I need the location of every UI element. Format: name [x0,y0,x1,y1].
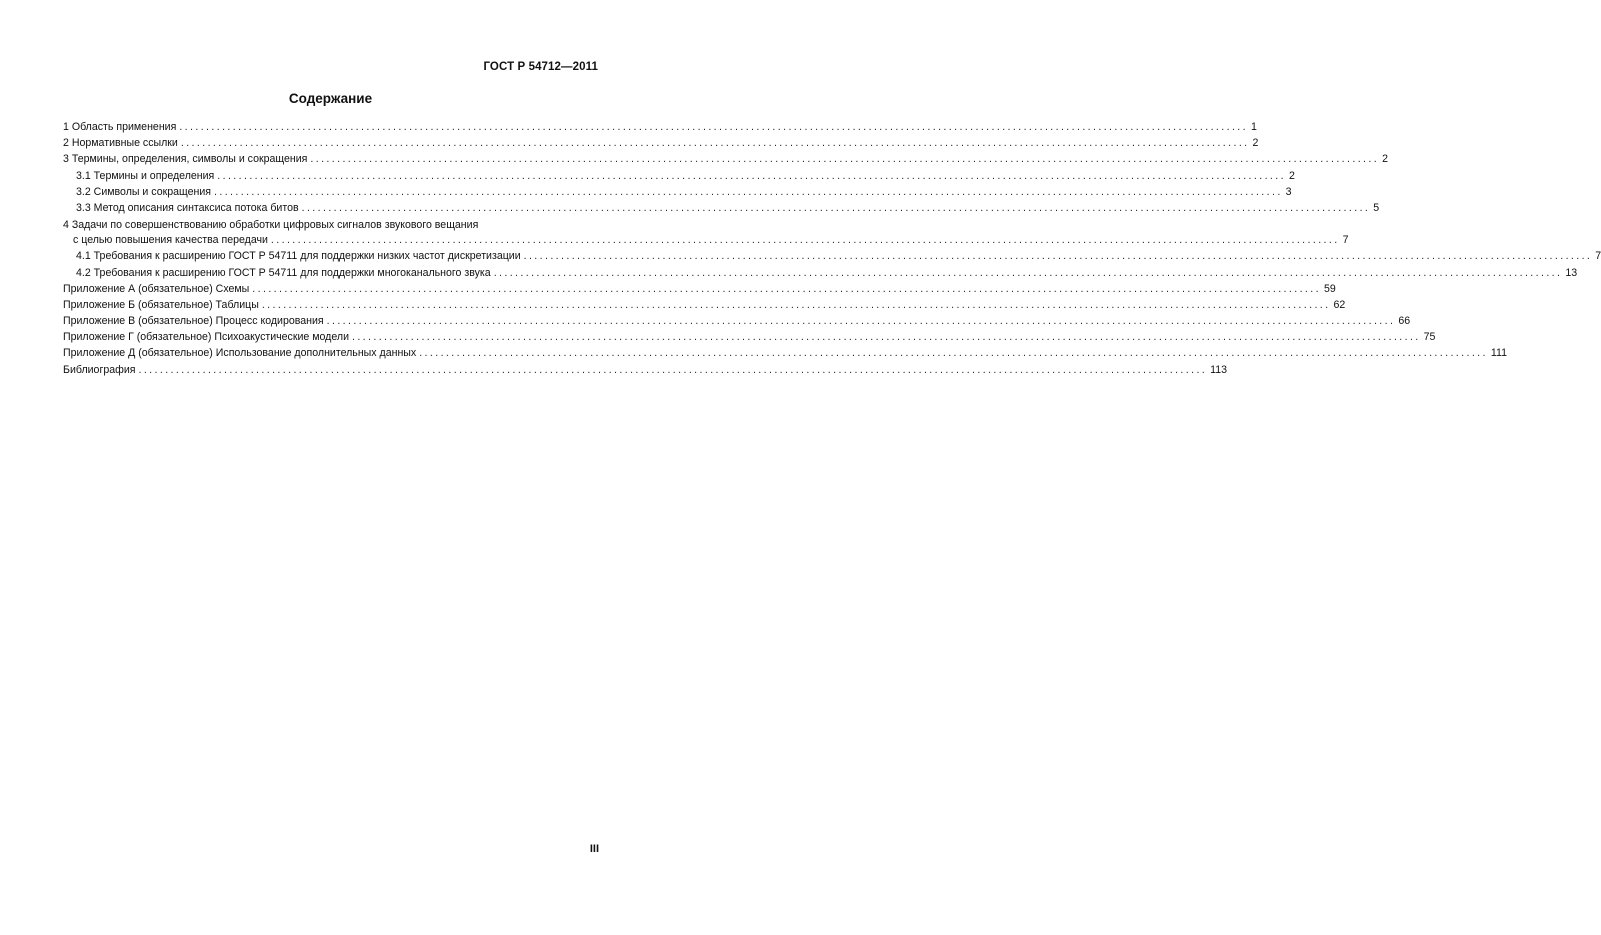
toc-entry-page: 59 [1323,282,1336,295]
toc-entry-text: Приложение Д (обязательное) Использование дополнительных данных [63,347,417,360]
toc-entry-text: 4.1 Требования к расширению ГОСТ Р 54711 для поддержки низких частот дискретизации [76,250,521,263]
toc-entry-2[interactable] [63,135,1259,151]
toc-entry-page: 62 [1333,298,1346,311]
toc-entry-4-2[interactable] [63,265,1578,281]
toc-entry-text: 4 Задачи по совершенствованию обработки цифровых сигналов звукового вещания [63,219,479,232]
toc-entry-page: 2 [1252,137,1259,150]
toc-entry-text: Библиография [63,363,136,376]
toc-entry-text: 1 Область применения [63,121,177,133]
toc-entry-3[interactable] [63,151,1388,167]
dot-leader: ........................................................................................................................................................................................................ [419,347,1488,360]
toc-entry-text: Приложение Б (обязательное) Таблицы [63,298,259,311]
document-code: ГОСТ Р 54712—2011 [483,61,598,73]
toc-title: Содержание [288,91,373,106]
toc-entry-text: 3.3 Метод описания синтаксиса потока битов [76,201,299,214]
dot-leader: ........................................................................................................................................................................................................ [252,282,1321,295]
toc-entry-3-2[interactable] [63,184,1292,200]
dot-leader: ........................................................................................................................................................................................................ [261,298,1331,311]
toc-entry-text: Приложение Г (обязательное) Психоакустические модели [63,331,349,344]
toc-entry-4[interactable] [63,216,1349,248]
toc-entry-page: 7 [1595,250,1601,263]
toc-entry-3-1[interactable] [63,168,1295,184]
toc-entry-text: 3 Термины, определения, символы и сокращения [63,153,308,166]
dot-leader: ........................................................................................................................................................................................................ [352,331,1421,344]
toc-entry-1[interactable] [63,119,1257,135]
toc-entry-text-continued: с целью повышения качества передачи [73,234,268,247]
toc-entry-text: 4.2 Требования к расширению ГОСТ Р 54711 для поддержки многоканального звука [76,266,491,279]
dot-leader: ........................................................................................................................................................................................................ [310,153,1380,166]
toc-entry-bibliography[interactable] [63,362,1228,378]
toc-entry-page: 5 [1373,201,1380,214]
dot-leader: ........................................................................................................................................................................................................ [301,201,1371,214]
toc-entry-page: 2 [1288,169,1295,182]
toc-entry-page: 75 [1423,331,1436,344]
dot-leader: ........................................................................................................................................................................................................ [180,137,1250,150]
toc-entry-page: 13 [1565,266,1578,279]
toc-entry-appendix-b[interactable] [63,297,1346,313]
toc-entry-text: Приложение В (обязательное) Процесс кодирования [63,315,324,328]
dot-leader: ........................................................................................................................................................................................................ [214,185,1283,198]
dot-leader: ........................................................................................................................................................................................................ [270,234,1340,247]
toc-entry-page: 111 [1490,347,1507,360]
table-of-contents [63,119,1601,378]
toc-entry-text: 3.2 Символы и сокращения [76,185,212,198]
toc-entry-appendix-g[interactable] [63,329,1436,345]
toc-entry-page: 2 [1382,153,1388,166]
toc-entry-appendix-a[interactable] [63,281,1336,297]
toc-entry-page: 3 [1285,185,1292,198]
toc-entry-page: 1 [1250,121,1257,133]
toc-entry-page: 7 [1342,234,1349,247]
dot-leader: ........................................................................................................................................................................................................ [217,169,1286,182]
toc-entry-text: Приложение А (обязательное) Схемы [63,282,250,295]
page-number: III [589,843,599,855]
dot-leader: ........................................................................................................................................................................................................ [179,121,1248,133]
toc-entry-text: 3.1 Термины и определения [76,169,215,182]
toc-entry-page: 66 [1398,315,1411,328]
dot-leader: ........................................................................................................................................................................................................ [493,266,1563,279]
dot-leader: ........................................................................................................................................................................................................ [326,315,1396,328]
toc-entry-page: 113 [1210,363,1228,376]
toc-entry-4-1[interactable] [63,248,1601,264]
toc-entry-text: 2 Нормативные ссылки [63,137,178,150]
toc-entry-appendix-v[interactable] [63,313,1411,329]
dot-leader: ........................................................................................................................................................................................................ [523,250,1593,263]
dot-leader: ........................................................................................................................................................................................................ [138,363,1208,376]
toc-entry-3-3[interactable] [63,200,1380,216]
toc-entry-appendix-d[interactable] [63,345,1507,361]
